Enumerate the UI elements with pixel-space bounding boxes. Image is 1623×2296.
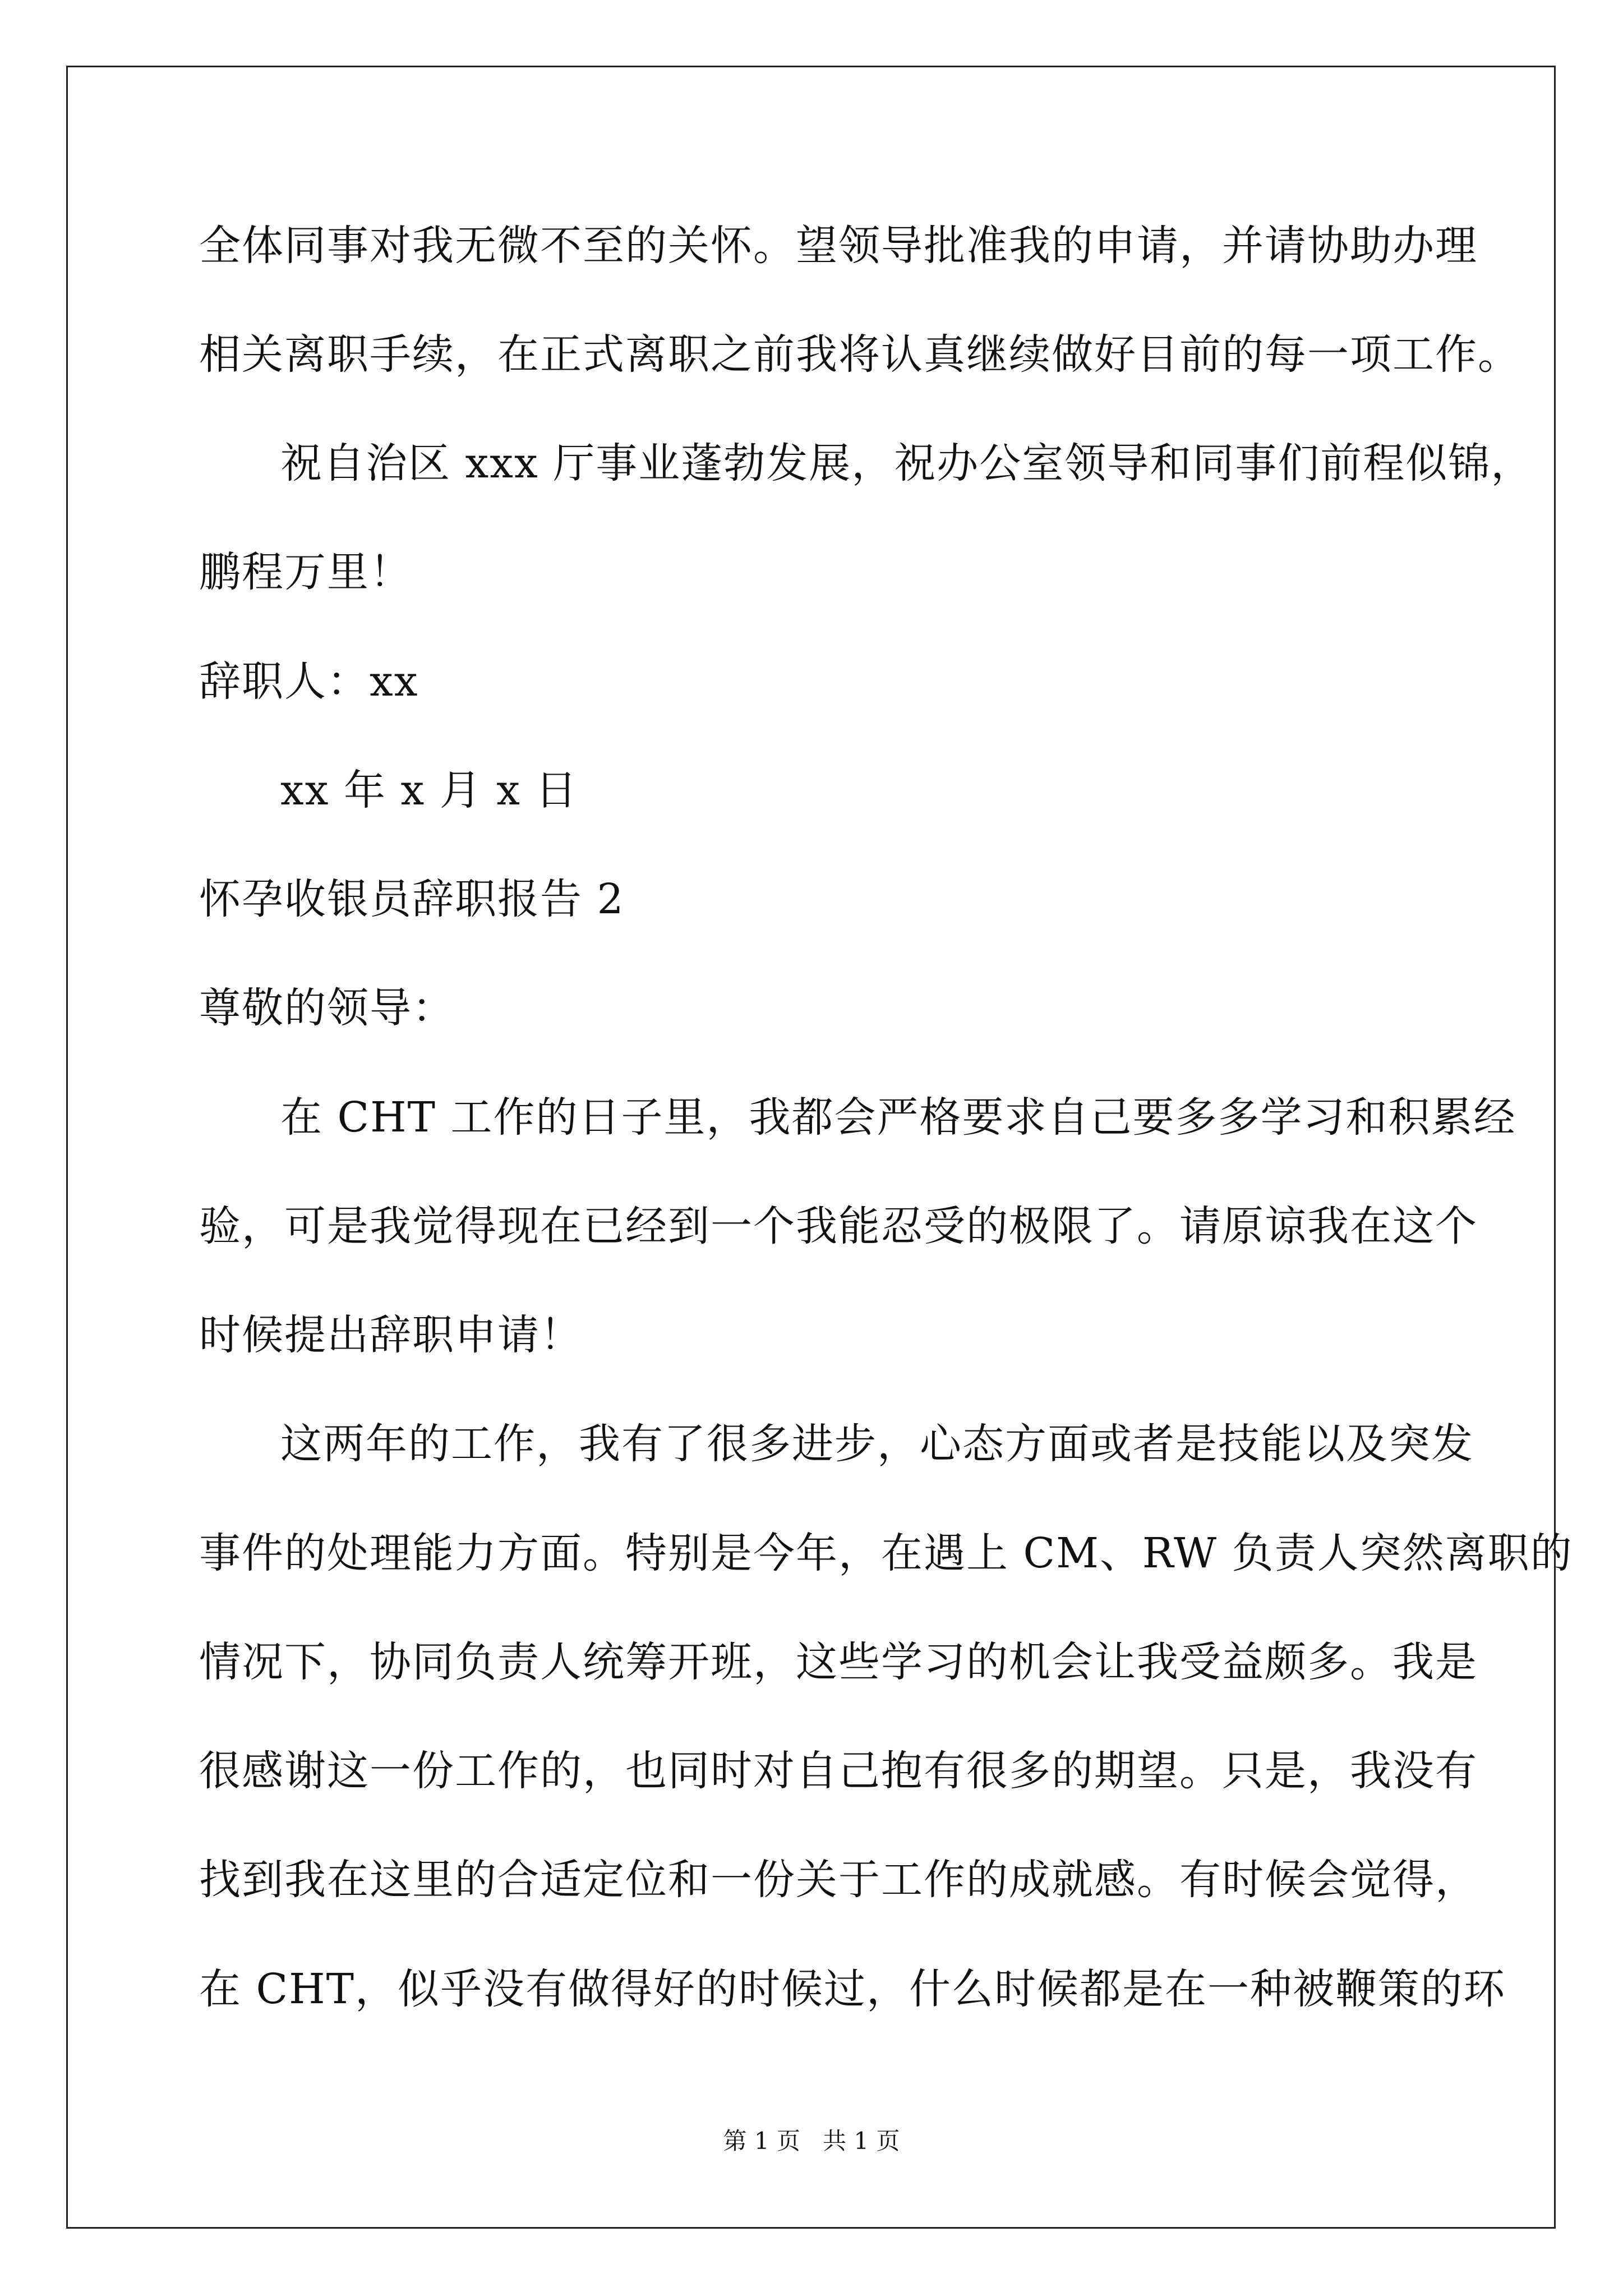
salutation: 尊敬的领导：	[199, 984, 455, 1032]
body-line: 验，可是我觉得现在已经到一个我能忍受的极限了。请原谅我在这个	[199, 1202, 1478, 1250]
page-footer: 第 1 页 共 1 页	[723, 2127, 900, 2155]
body-line: 找到我在这里的合适定位和一份关于工作的成就感。有时候会觉得，	[199, 1856, 1478, 1904]
body-line: 鹏程万里！	[199, 548, 412, 596]
body-line: 情况下，协同负责人统筹开班，这些学习的机会让我受益颇多。我是	[199, 1638, 1478, 1686]
section-title: 怀孕收银员辞职报告 2	[199, 875, 625, 923]
body-line: 在 CHT 工作的日子里，我都会严格要求自己要多多学习和积累经	[280, 1093, 1516, 1142]
body-line: 很感谢这一份工作的，也同时对自己抱有很多的期望。只是，我没有	[199, 1747, 1478, 1795]
body-line: 事件的处理能力方面。特别是今年，在遇上 CM、RW 负责人突然离职的	[199, 1529, 1573, 1577]
body-line: 全体同事对我无微不至的关怀。望领导批准我的申请，并请协助办理	[199, 222, 1478, 270]
body-line: 在 CHT，似乎没有做得好的时候过，什么时候都是在一种被鞭策的环	[199, 1965, 1506, 2013]
body-line: 相关离职手续，在正式离职之前我将认真继续做好目前的每一项工作。	[199, 330, 1520, 379]
body-line: 祝自治区 xxx 厅事业蓬勃发展，祝办公室领导和同事们前程似锦，	[280, 439, 1534, 487]
body-line: 这两年的工作，我有了很多进步，心态方面或者是技能以及突发	[280, 1420, 1474, 1468]
signature-line: 辞职人：xx	[199, 657, 419, 706]
date-line: xx 年 x 月 x 日	[280, 766, 578, 815]
body-line: 时候提出辞职申请！	[199, 1311, 583, 1359]
